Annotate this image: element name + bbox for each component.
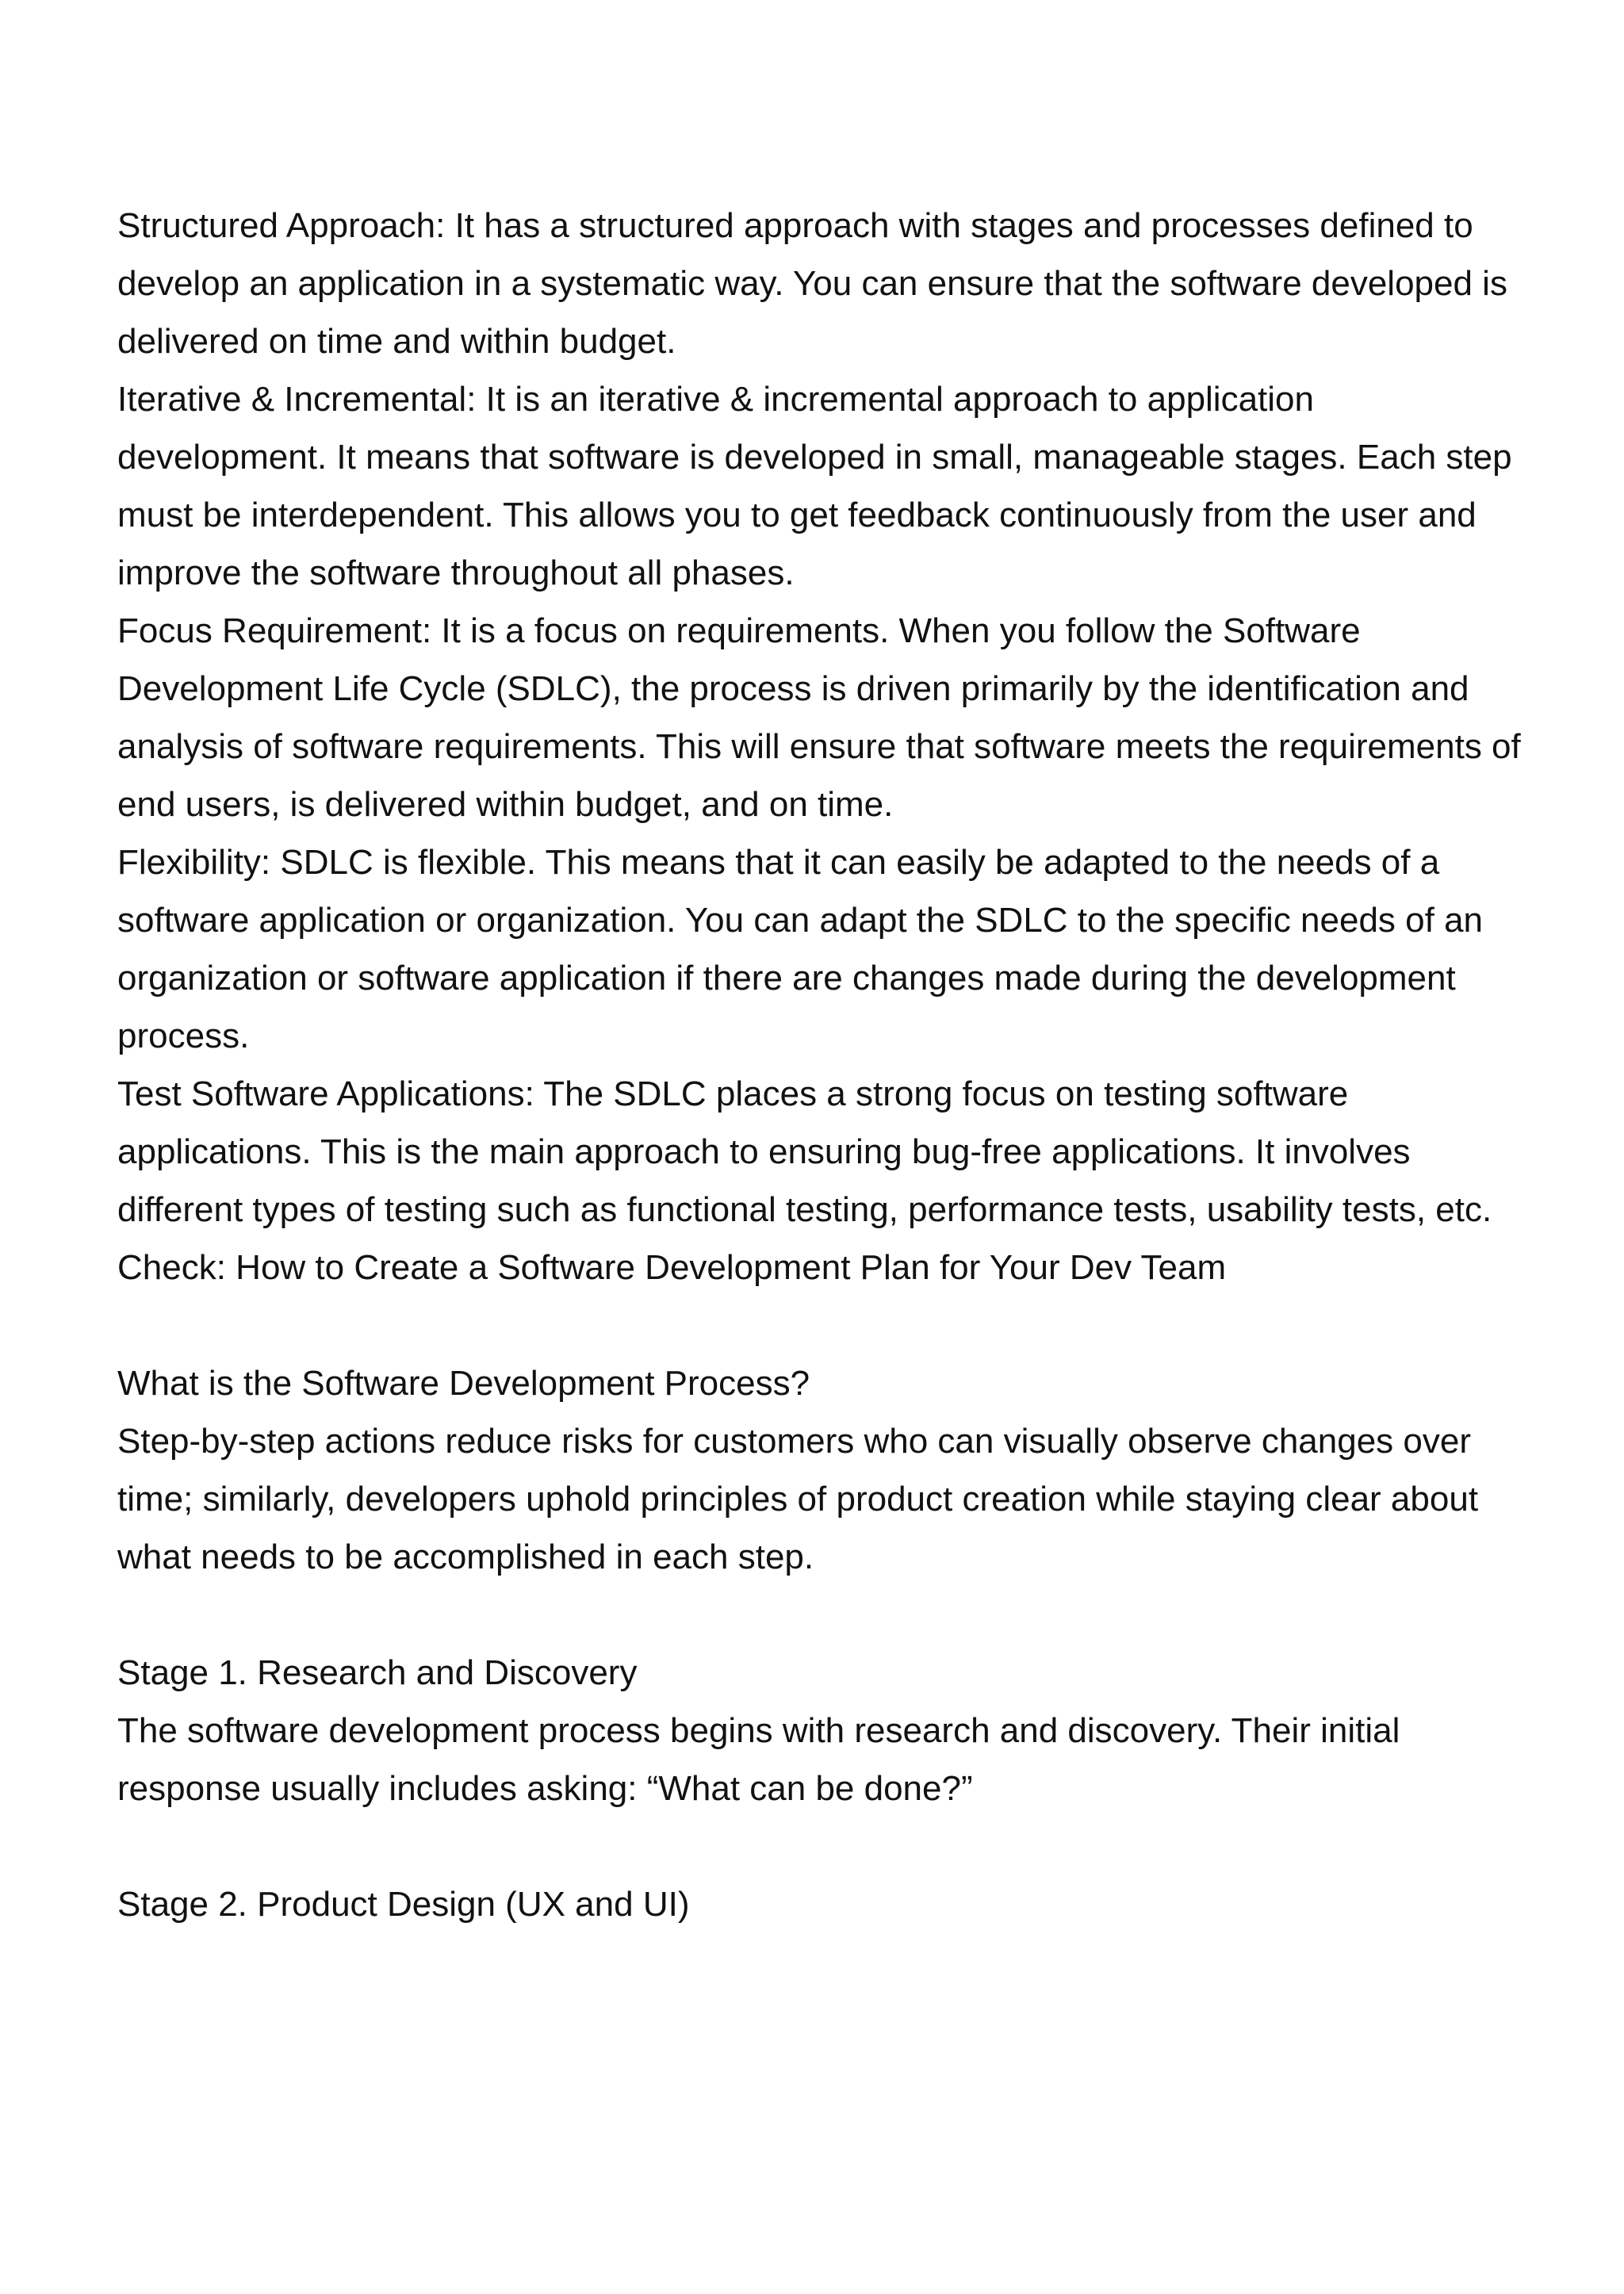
- heading-software-development-process: What is the Software Development Process?: [117, 1364, 810, 1403]
- spacer: [117, 1296, 1529, 1354]
- document-body: [117, 197, 1529, 1933]
- paragraph-check-link: Check: How to Create a Software Development Plan for Your Dev Team: [117, 1248, 1227, 1287]
- paragraph-stage-1: The software development process begins with research and discovery. Their initial response usually includes asking: “What can be done?”: [117, 1711, 1400, 1808]
- heading-stage-1: Stage 1. Research and Discovery: [117, 1653, 638, 1692]
- spacer: [117, 1586, 1529, 1644]
- heading-stage-2: Stage 2. Product Design (UX and UI): [117, 1885, 690, 1924]
- paragraph-test-software: Test Software Applications: The SDLC places a strong focus on testing software applications. This is the main approach to ensuring bug-free applications. It involves different types of testing such as functional testing, performance tests, usability tests, etc.: [117, 1074, 1492, 1229]
- paragraph-iterative-incremental: Iterative & Incremental: It is an iterative & incremental approach to application development. It means that software is developed in small, manageable stages. Each step must be interdependent. This allows you to get feedback continuously from the user and improve the software throughout all phases.: [117, 380, 1512, 592]
- paragraph-process-description: Step-by-step actions reduce risks for customers who can visually observe changes over time; similarly, developers uphold principles of product creation while staying clear about what needs to be accomplished in each step.: [117, 1422, 1479, 1576]
- paragraph-structured-approach: Structured Approach: It has a structured approach with stages and processes defined to develop an application in a systematic way. You can ensure that the software developed is delivered on time and within budget.: [117, 206, 1507, 361]
- paragraph-flexibility: Flexibility: SDLC is flexible. This means that it can easily be adapted to the needs of a software application or organization. You can adapt the SDLC to the specific needs of an organization or software application if there are changes made during the development process.: [117, 843, 1484, 1055]
- paragraph-focus-requirement: Focus Requirement: It is a focus on requirements. When you follow the Software Development Life Cycle (SDLC), the process is driven primarily by the identification and analysis of software requirements. This will ensure that software meets the requirements of end users, is delivered within budget, and on time.: [117, 611, 1521, 824]
- spacer: [117, 1817, 1529, 1875]
